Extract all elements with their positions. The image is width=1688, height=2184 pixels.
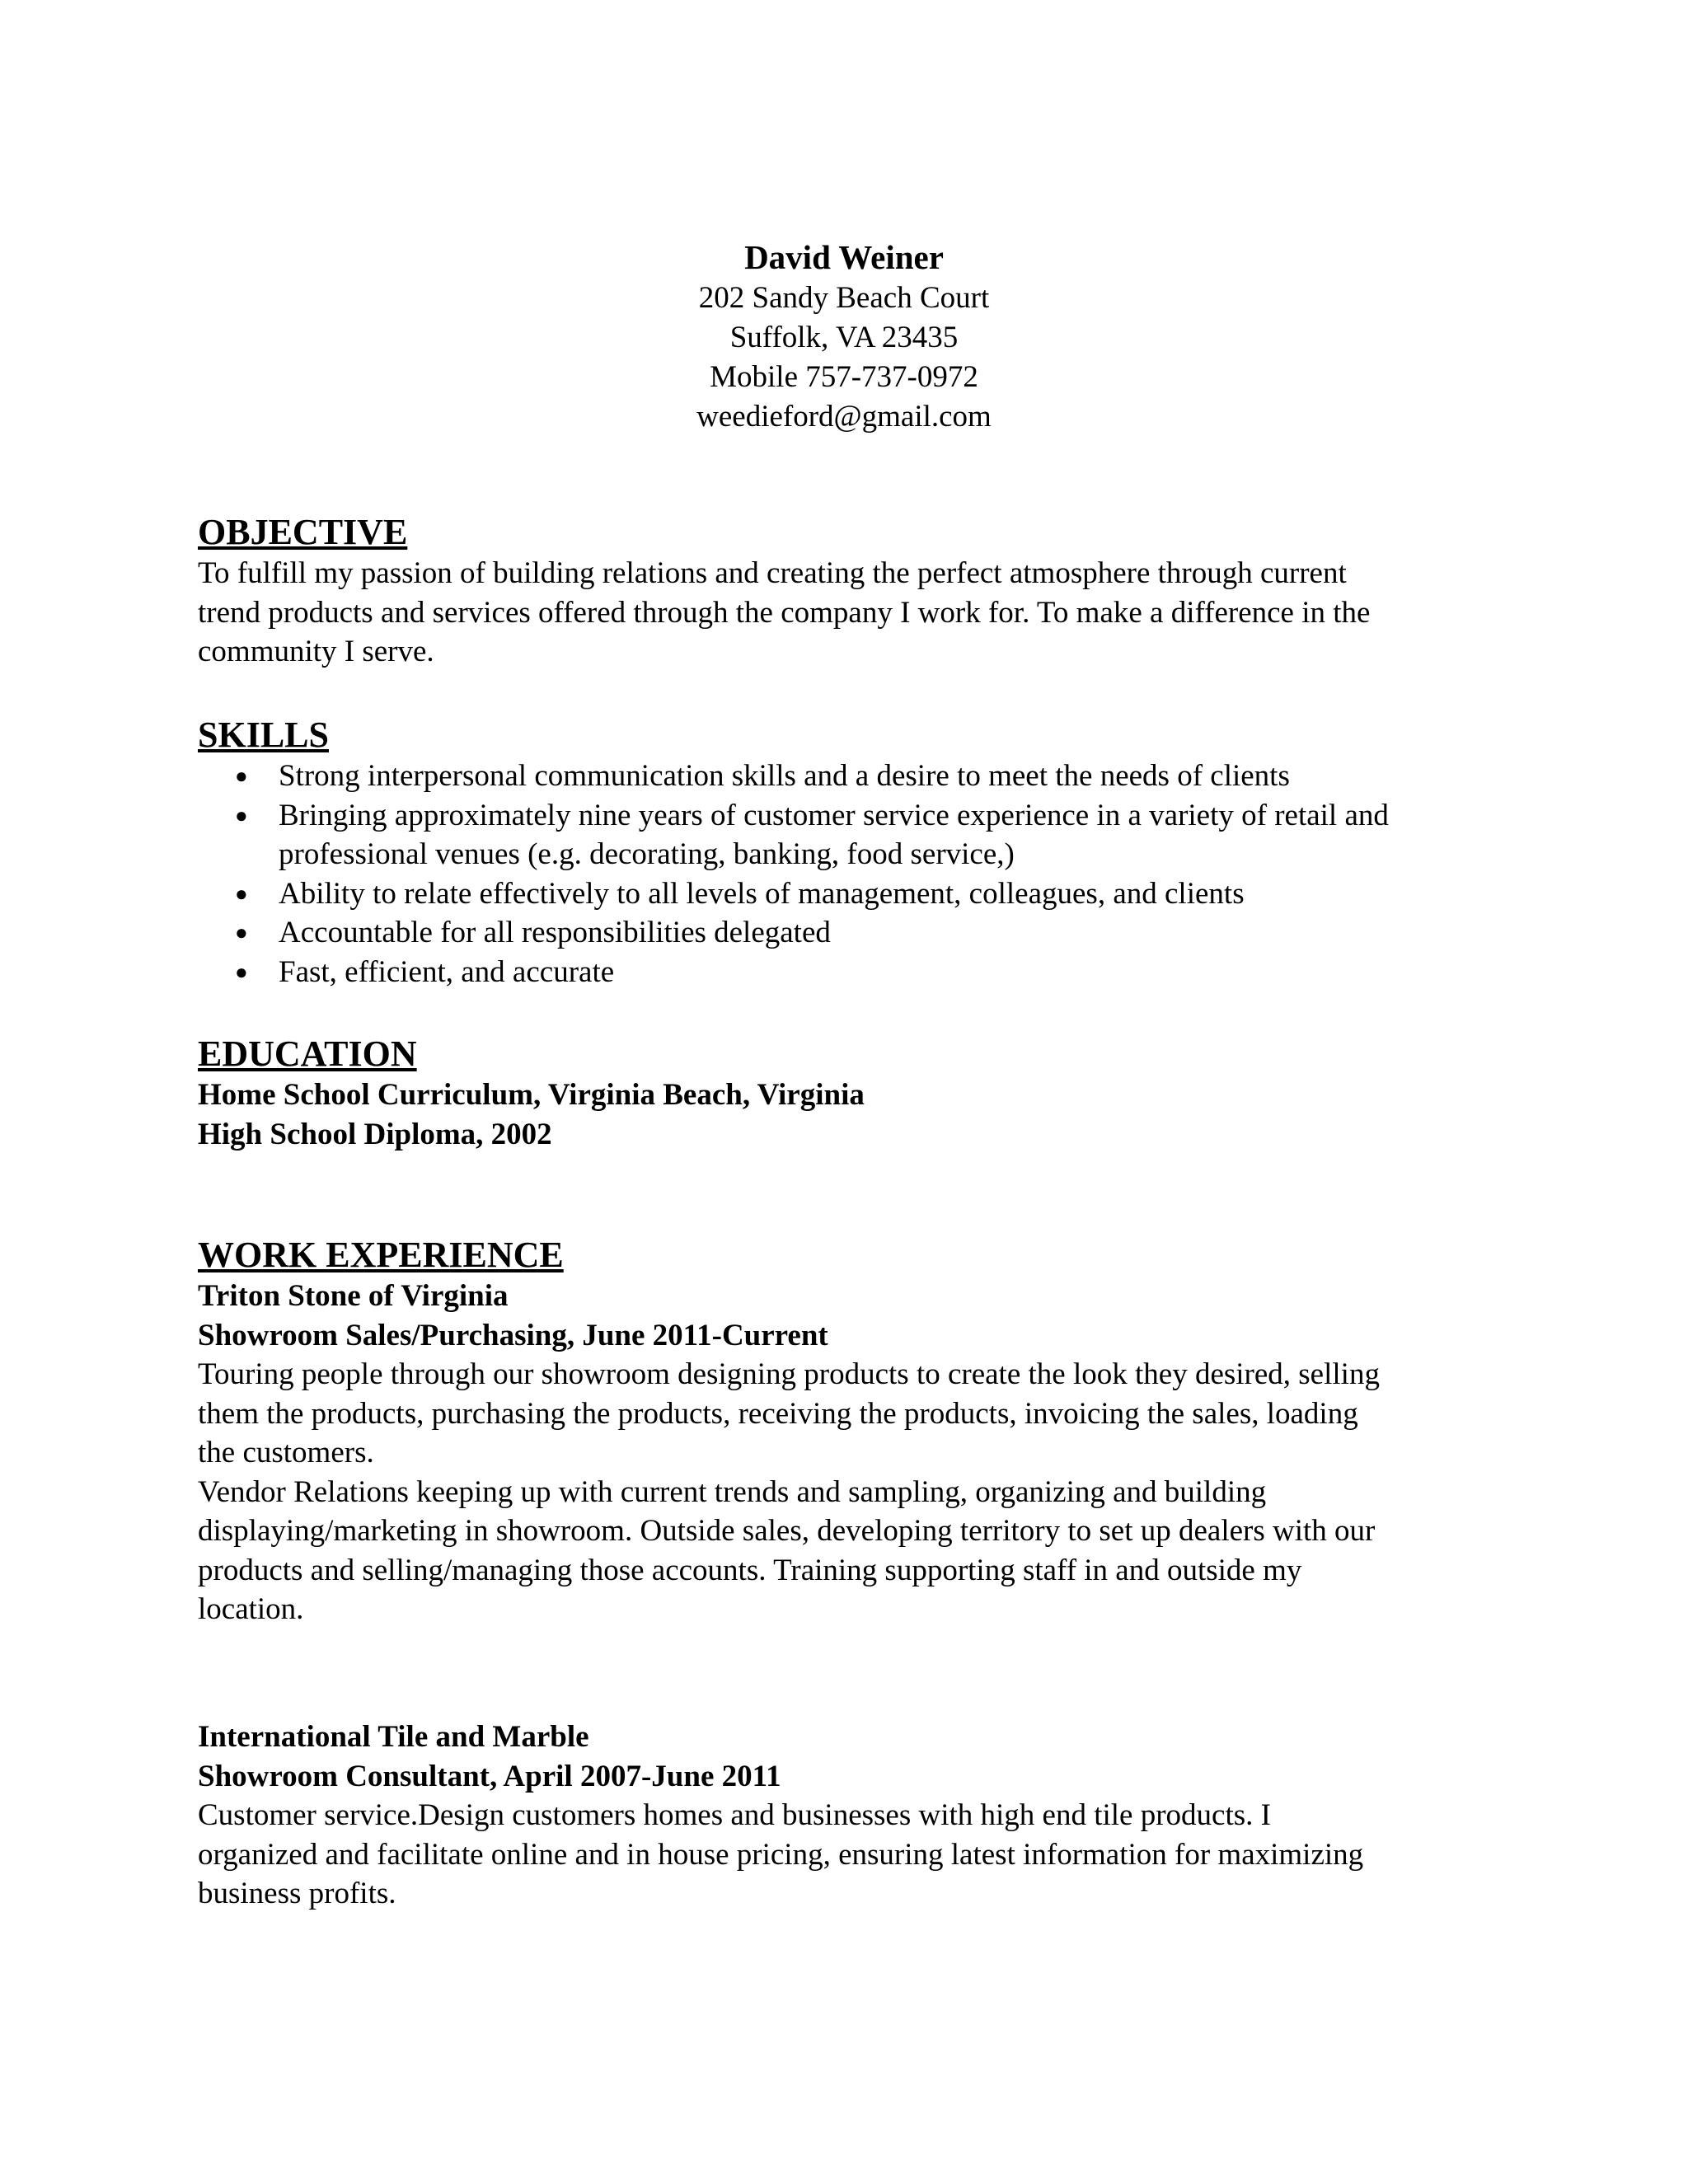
bullet-icon: ● (235, 959, 248, 984)
skill-item (198, 874, 1517, 914)
skill-text: Accountable for all responsibilities delegated (279, 916, 831, 949)
objective-line: To fulfill my passion of building relations and creating the perfect atmosphere through current (198, 556, 1347, 590)
address-line-1: 202 Sandy Beach Court (698, 281, 990, 315)
skill-text: Strong interpersonal communication skills and a desire to meet the needs of clients (279, 759, 1290, 793)
objective-line: trend products and services offered through the company I work for. To make a difference in the (198, 595, 1371, 630)
job-description-line: displaying/marketing in showroom. Outside sales, developing territory to set up dealers with our (198, 1514, 1376, 1548)
skill-text: Ability to relate effectively to all levels of management, colleagues, and clients (279, 876, 1245, 911)
job-description-line: the customers. (198, 1436, 374, 1469)
job-description-line: organized and facilitate online and in house pricing, ensuring latest information for maximizing (198, 1837, 1364, 1872)
education-heading: EDUCATION (198, 1033, 417, 1074)
address-line-2: Suffolk, VA 23435 (729, 321, 959, 354)
phone-number: Mobile 757-737-0972 (710, 360, 978, 394)
skills-heading: SKILLS (198, 715, 329, 755)
skills-list (198, 757, 1517, 991)
job-title-dates: Showroom Sales/Purchasing, June 2011-Current (198, 1318, 828, 1352)
work-experience-heading: WORK EXPERIENCE (198, 1235, 564, 1275)
job-description-line: products and selling/managing those accounts. Training supporting staff in and outside my (198, 1553, 1302, 1587)
education-diploma: High School Diploma, 2002 (198, 1117, 552, 1151)
bullet-icon: ● (235, 921, 248, 944)
work-experience-job (198, 1718, 1517, 1914)
objective-line: community I serve. (198, 635, 434, 668)
job-description-line: business profits. (198, 1877, 396, 1910)
skill-item (198, 757, 1517, 796)
skill-item (198, 796, 1517, 874)
skill-text: Fast, efficient, and accurate (279, 954, 615, 989)
skill-text-continued: professional venues (e.g. decorating, banking, food service,) (279, 837, 1015, 871)
objective-heading: OBJECTIVE (198, 512, 408, 552)
job-description-line: them the products, purchasing the products, receiving the products, invoicing the sales, loading (198, 1396, 1358, 1431)
job-description-line: Touring people through our showroom designing products to create the look they desired, selling (198, 1357, 1380, 1391)
bullet-icon: ● (235, 803, 248, 827)
resume-header (0, 236, 1688, 437)
skills-section (198, 714, 1517, 991)
skill-text: Bringing approximately nine years of customer service experience in a variety of retail and (279, 798, 1389, 832)
skill-item (198, 913, 1517, 953)
work-experience-section (198, 1234, 1517, 1629)
education-section (198, 1033, 1517, 1154)
job-company: Triton Stone of Virginia (198, 1279, 509, 1313)
objective-section (198, 511, 1517, 672)
job-title-dates: Showroom Consultant, April 2007-June 2011 (198, 1759, 781, 1793)
email-address: weedieford@gmail.com (696, 400, 992, 434)
bullet-icon: ● (235, 764, 248, 788)
job-company: International Tile and Marble (198, 1720, 589, 1754)
skill-item (198, 953, 1517, 992)
bullet-icon: ● (235, 881, 248, 906)
applicant-name: David Weiner (744, 238, 944, 276)
job-description-line: Vendor Relations keeping up with current trends and sampling, organizing and building (198, 1474, 1267, 1509)
job-description-line: Customer service.Design customers homes and businesses with high end tile products. I (198, 1798, 1271, 1832)
job-description-line: location. (198, 1592, 304, 1626)
education-school: Home School Curriculum, Virginia Beach, Virginia (198, 1078, 865, 1112)
